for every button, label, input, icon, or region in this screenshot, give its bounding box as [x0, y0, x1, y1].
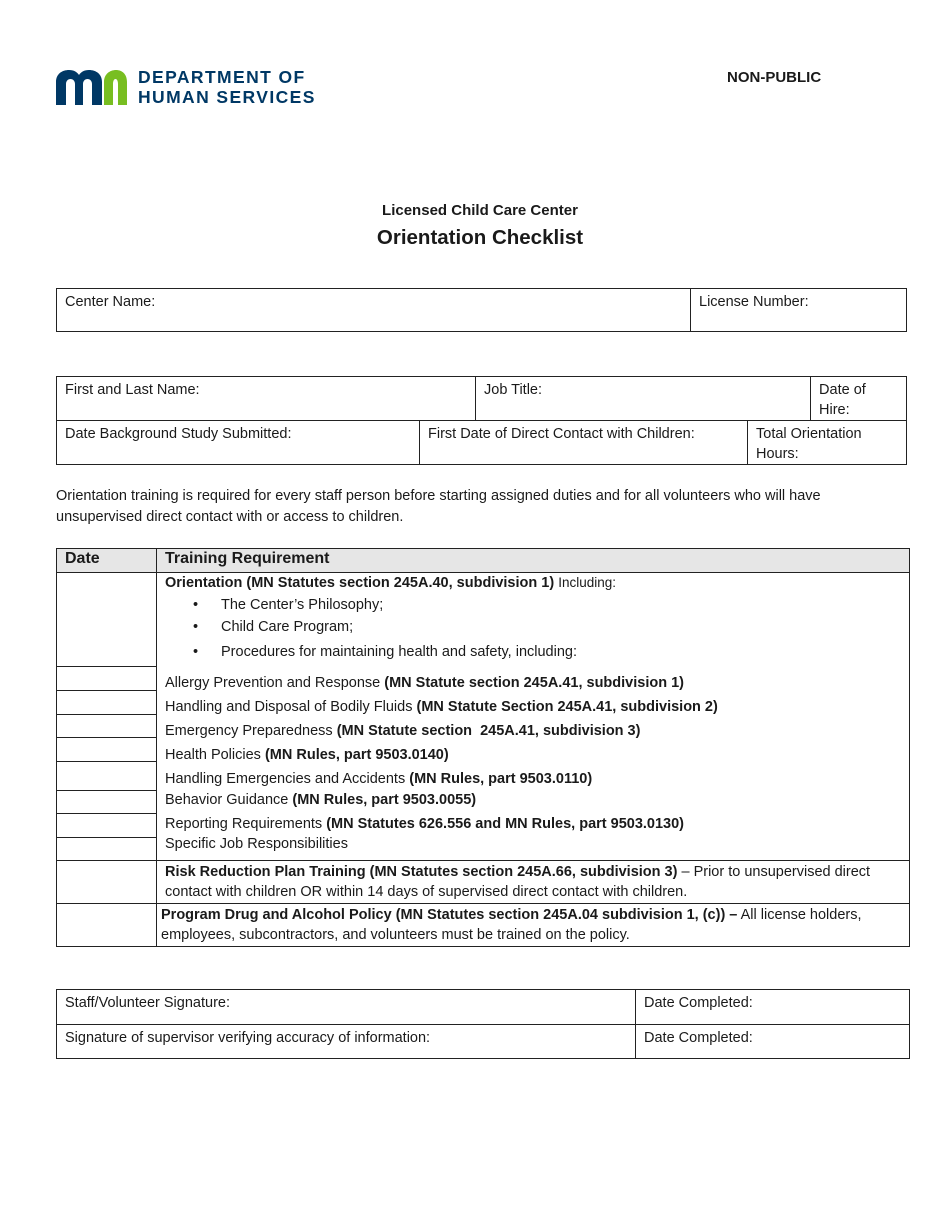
item-health-policies: Health Policies (MN Rules, part 9503.0140)	[165, 747, 449, 763]
job-title-field[interactable]	[476, 377, 811, 421]
risk-reduction-text: Risk Reduction Plan Training (MN Statutes section 245A.66, subdivision 3) – Prior to unsupervised direct contact with children OR within 14 days of supervised direct contact with children.	[165, 864, 871, 900]
date-entry-health-policies[interactable]	[57, 738, 156, 762]
date-entry-drug-policy[interactable]	[57, 904, 157, 947]
center-name-label: Center Name:	[65, 294, 156, 310]
requirement-column-header: Training Requirement	[157, 549, 910, 573]
first-contact-label: First Date of Direct Contact with Children:	[428, 426, 695, 442]
name-field[interactable]	[57, 377, 476, 421]
logo-line-1: DEPARTMENT OF	[138, 67, 306, 87]
date-entry-orientation[interactable]	[57, 573, 156, 667]
date-entry-bodily-fluids[interactable]	[57, 691, 156, 715]
item-emergencies: Handling Emergencies and Accidents (MN Rules, part 9503.0110)	[165, 771, 593, 787]
orientation-date-cell	[57, 573, 157, 861]
date-entry-emergency-preparedness[interactable]	[57, 715, 156, 738]
center-name-field[interactable]	[57, 289, 691, 332]
risk-reduction-cell	[157, 861, 910, 904]
item-job-responsibilities: Specific Job Responsibilities	[165, 836, 348, 852]
drug-policy-cell	[157, 904, 910, 947]
background-study-label: Date Background Study Submitted:	[65, 426, 292, 442]
mn-logo-icon	[54, 69, 128, 105]
document-title: Orientation Checklist	[376, 226, 584, 249]
item-allergy: Allergy Prevention and Response (MN Statute section 245A.41, subdivision 1)	[165, 675, 684, 691]
date-entry-reporting[interactable]	[57, 814, 156, 838]
training-checklist-table	[56, 548, 910, 947]
intro-paragraph: Orientation training is required for every staff person before starting assigned duties and for all volunteers who will have unsupervised direct contact with or access to children.	[56, 488, 821, 525]
supervisor-signature-field[interactable]	[57, 1025, 636, 1059]
date-completed-label-1: Date Completed:	[644, 995, 753, 1011]
item-behavior: Behavior Guidance (MN Rules, part 9503.0055)	[165, 792, 477, 808]
bullet-program: • Child Care Program;	[193, 618, 353, 636]
logo-line-2: HUMAN SERVICES	[138, 87, 316, 107]
supervisor-signature-label: Signature of supervisor verifying accuracy of information:	[65, 1030, 431, 1046]
bullet-philosophy: • The Center’s Philosophy;	[193, 596, 383, 614]
date-completed-field-2[interactable]	[636, 1025, 910, 1059]
license-number-field[interactable]	[691, 289, 907, 332]
date-entry-allergy[interactable]	[57, 667, 156, 691]
staff-signature-label: Staff/Volunteer Signature:	[65, 995, 230, 1011]
center-info-table	[56, 288, 907, 332]
background-study-field[interactable]	[57, 421, 420, 465]
staff-info-table	[56, 376, 907, 465]
classification-label: NON-PUBLIC	[727, 69, 822, 86]
job-title-label: Job Title:	[484, 382, 543, 398]
document-subtitle: Licensed Child Care Center	[382, 202, 578, 219]
item-reporting: Reporting Requirements (MN Statutes 626.556 and MN Rules, part 9503.0130)	[165, 816, 685, 832]
logo-wordmark	[138, 67, 316, 107]
hire-date-label: Date of Hire:	[819, 382, 866, 418]
license-number-label: License Number:	[699, 294, 809, 310]
first-contact-field[interactable]	[420, 421, 748, 465]
dhs-logo	[54, 67, 316, 107]
signature-table	[56, 989, 910, 1059]
staff-signature-field[interactable]	[57, 990, 636, 1025]
date-completed-label-2: Date Completed:	[644, 1030, 753, 1046]
date-completed-field-1[interactable]	[636, 990, 910, 1025]
date-entry-risk-reduction[interactable]	[57, 861, 157, 904]
hire-date-field[interactable]	[811, 377, 907, 421]
total-hours-field[interactable]	[748, 421, 907, 465]
name-label: First and Last Name:	[65, 382, 200, 398]
date-entry-emergencies[interactable]	[57, 762, 156, 791]
date-column-header: Date	[57, 549, 157, 573]
item-bodily-fluids: Handling and Disposal of Bodily Fluids (MN Statute Section 245A.41, subdivision 2)	[165, 699, 718, 715]
date-entry-behavior[interactable]	[57, 791, 156, 814]
item-emergency-preparedness: Emergency Preparedness (MN Statute section 245A.41, subdivision 3)	[165, 723, 641, 739]
orientation-requirements-cell	[157, 573, 910, 861]
total-hours-label: Total Orientation Hours:	[756, 426, 862, 462]
orientation-heading: Orientation (MN Statutes section 245A.40, subdivision 1) Including:	[165, 575, 616, 591]
date-entry-job-responsibilities[interactable]	[57, 838, 156, 860]
drug-policy-text: Program Drug and Alcohol Policy (MN Statutes section 245A.04 subdivision 1, (c)) – All license holders, employees, subcontractors, and volunteers must be trained on the policy.	[161, 907, 862, 943]
bullet-health-safety: • Procedures for maintaining health and safety, including:	[193, 643, 577, 661]
